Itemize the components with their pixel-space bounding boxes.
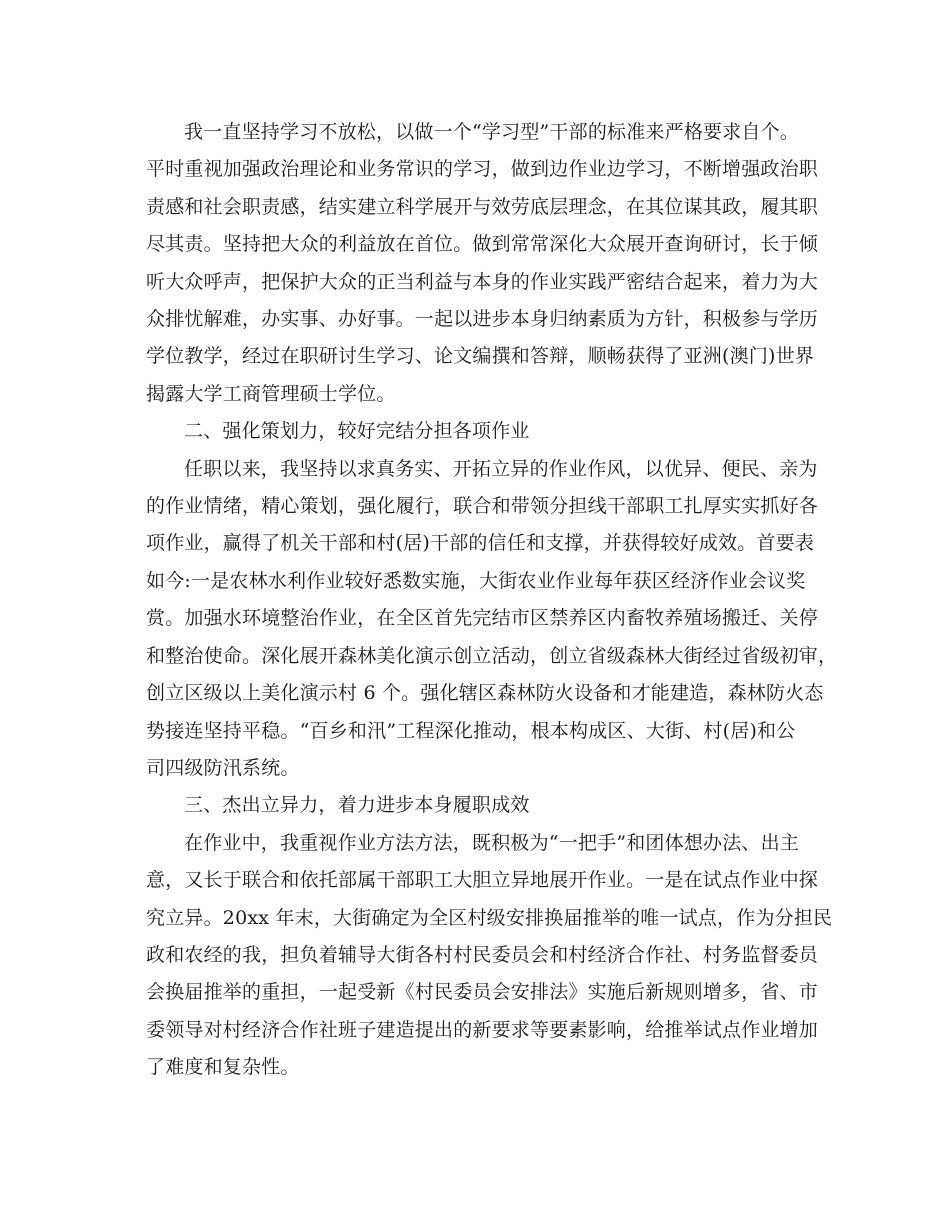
text-line: 司四级防汛系统。 [146,756,300,779]
text-line: 和整治使命。深化展开森林美化演示创立活动，创立省级森林大街经过省级初审， [146,644,838,667]
paragraph-work-results [146,451,838,788]
text-line: 项作业，赢得了机关干部和村(居)干部的信任和支撑，并获得较好成效。首要表 [146,532,815,555]
section-heading-2: 二、强化策划力，较好完结分担各项作业 [184,420,530,443]
text-line: 委领导对村经济合作社班子建造提出的新要求等要素影响，给推举试点作业增加 [146,1018,819,1041]
text-line: 听大众呼声，把保护大众的正当利益与本身的作业实践严密结合起来，着力为大 [146,270,819,293]
text-line: 尽其责。坚持把大众的利益放在首位。做到常常深化大众展开查询研讨，长于倾 [146,233,819,256]
text-line: 意，又长于联合和依托部属干部职工大胆立异地展开作业。一是在试点作业中探 [146,869,819,892]
text-line: 众排忧解难，办实事、办好事。一起以进步本身归纳素质为方针，积极参与学历 [146,308,819,331]
text-line: 我一直坚持学习不放松，以做一个“学习型”干部的标准来严格要求自个。 [184,121,800,143]
text-line: 究立异。20xx 年末，大街确定为全区村级安排换届推举的唯一试点，作为分担民 [146,906,833,929]
text-line: 任职以来，我坚持以求真务实、开拓立异的作业作风，以优异、便民、亲为 [184,457,818,480]
text-line: 会换届推举的重担，一起受新《村民委员会安排法》实施后新规则增多，省、市 [146,981,819,1004]
paragraph-innovation [146,825,833,1087]
document-body [146,114,838,1087]
text-line: 势接连坚持平稳。“百乡和汛”工程深化推动，根本构成区、大街、村(居)和公 [146,719,796,742]
text-line: 在作业中，我重视作业方法方法，既积极为“一把手”和团体想办法、出主 [184,831,800,854]
text-line: 创立区级以上美化演示村 6 个。强化辖区森林防火设备和才能建造，森林防火态 [146,682,824,705]
section-heading-3: 三、杰出立异力，着力进步本身履职成效 [184,794,530,817]
text-line: 揭露大学工商管理硕士学位。 [146,382,396,405]
text-line: 责感和社会职责感，结实建立科学展开与效劳底层理念，在其位谋其政，履其职 [146,195,819,218]
text-line: 如今:一是农林水利作业较好悉数实施，大街农业作业每年获区经济作业会议奖 [146,569,806,592]
text-line: 赏。加强水环境整治作业，在全区首先完结市区禁养区内畜牧养殖场搬迁、关停 [146,607,819,630]
text-line: 的作业情绪，精心策划，强化履行，联合和带领分担线干部职工扎厚实实抓好各 [146,495,819,518]
text-line: 政和农经的我，担负着辅导大街各村村民委员会和村经济合作社、村务监督委员 [146,943,819,966]
paragraph-study [146,114,819,413]
text-line: 平时重视加强政治理论和业务常识的学习，做到边作业边学习，不断增强政治职 [146,158,819,181]
text-line: 学位教学，经过在职研讨生学习、论文编撰和答辩，顺畅获得了亚洲(澳门)世界 [146,345,815,368]
text-line: 了难度和复杂性。 [146,1056,300,1079]
